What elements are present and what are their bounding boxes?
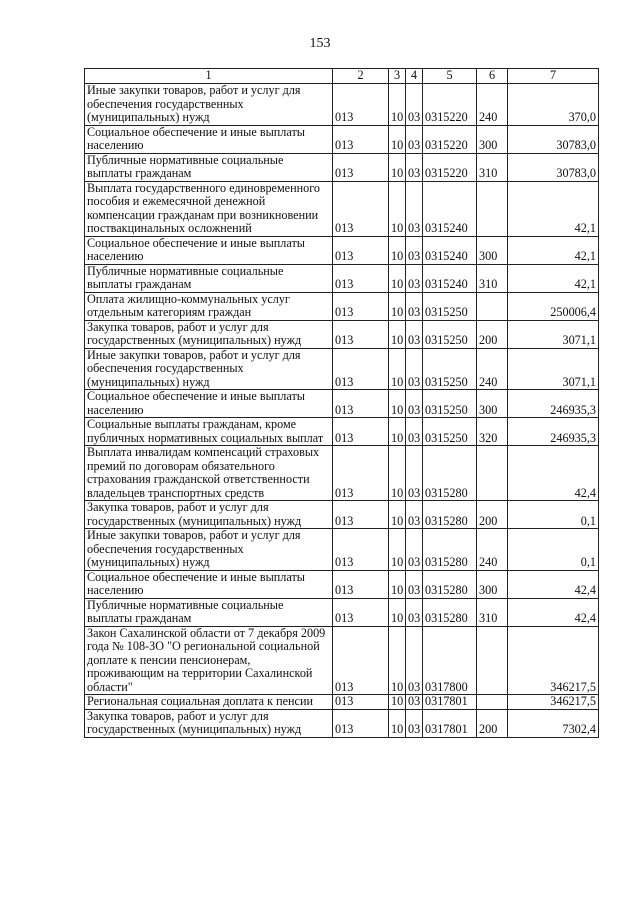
row-expense-type [477,292,508,320]
row-expense-type [477,181,508,236]
table-row [85,348,599,390]
row-admin-code: 013 [333,626,389,695]
row-description: Публичные нормативные социальные выплаты гражданам [85,598,333,626]
row-admin-code: 013 [333,292,389,320]
table-row [85,446,599,501]
row-expense-type: 320 [477,418,508,446]
row-target-article: 0315250 [423,390,477,418]
row-target-article: 0315240 [423,264,477,292]
row-amount: 30783,0 [508,125,599,153]
row-admin-code: 013 [333,320,389,348]
row-admin-code: 013 [333,348,389,390]
row-description: Иные закупки товаров, работ и услуг для обеспечения государственных (муниципальных) нужд [85,84,333,126]
row-expense-type: 310 [477,264,508,292]
row-description: Публичные нормативные социальные выплаты гражданам [85,153,333,181]
row-section: 10 [389,292,406,320]
row-section: 10 [389,695,406,710]
row-subsection: 03 [406,320,423,348]
row-amount: 3071,1 [508,320,599,348]
table-row [85,153,599,181]
row-amount: 42,1 [508,264,599,292]
row-section: 10 [389,320,406,348]
row-description: Закон Сахалинской области от 7 декабря 2009 года № 108-ЗО "О региональной социальной доплате к пенсии пенсионерам, проживающим на территории Сахалинской области" [85,626,333,695]
row-expense-type: 240 [477,348,508,390]
row-expense-type: 240 [477,84,508,126]
row-target-article: 0317800 [423,626,477,695]
row-expense-type: 200 [477,709,508,737]
header-col-6: 6 [477,69,508,84]
row-admin-code: 013 [333,153,389,181]
row-target-article: 0315220 [423,84,477,126]
row-target-article: 0315250 [423,418,477,446]
row-description: Социальное обеспечение и иные выплаты населению [85,390,333,418]
row-amount: 42,1 [508,236,599,264]
table-row [85,418,599,446]
header-col-3: 3 [389,69,406,84]
budget-table [84,68,599,738]
table-header-row [85,69,599,84]
row-subsection: 03 [406,348,423,390]
row-subsection: 03 [406,501,423,529]
row-expense-type: 310 [477,598,508,626]
row-subsection: 03 [406,292,423,320]
row-admin-code: 013 [333,570,389,598]
page-number: 153 [309,36,331,51]
row-section: 10 [389,236,406,264]
row-expense-type: 310 [477,153,508,181]
row-expense-type: 240 [477,529,508,571]
row-section: 10 [389,264,406,292]
row-description: Закупка товаров, работ и услуг для государственных (муниципальных) нужд [85,501,333,529]
table-row [85,570,599,598]
row-amount: 3071,1 [508,348,599,390]
table-row [85,501,599,529]
row-amount: 346217,5 [508,626,599,695]
row-expense-type: 300 [477,236,508,264]
row-target-article: 0315250 [423,292,477,320]
row-section: 10 [389,125,406,153]
row-subsection: 03 [406,264,423,292]
row-description: Публичные нормативные социальные выплаты гражданам [85,264,333,292]
row-amount: 42,4 [508,446,599,501]
row-subsection: 03 [406,84,423,126]
table-row [85,598,599,626]
row-target-article: 0317801 [423,709,477,737]
table-row [85,626,599,695]
row-admin-code: 013 [333,236,389,264]
row-section: 10 [389,626,406,695]
row-target-article: 0315280 [423,446,477,501]
row-admin-code: 013 [333,418,389,446]
row-admin-code: 013 [333,501,389,529]
row-section: 10 [389,709,406,737]
row-subsection: 03 [406,529,423,571]
row-description: Выплата инвалидам компенсаций страховых премий по договорам обязательного страхования гражданской ответственности владельцев транспортных средств [85,446,333,501]
row-admin-code: 013 [333,390,389,418]
table-row [85,695,599,710]
row-target-article: 0315250 [423,348,477,390]
header-col-1: 1 [85,69,333,84]
row-expense-type: 300 [477,125,508,153]
row-description: Оплата жилищно-коммунальных услуг отдельным категориям граждан [85,292,333,320]
table-row [85,181,599,236]
row-description: Социальное обеспечение и иные выплаты населению [85,125,333,153]
row-target-article: 0315240 [423,236,477,264]
row-target-article: 0315280 [423,570,477,598]
row-target-article: 0315220 [423,153,477,181]
row-target-article: 0315240 [423,181,477,236]
row-amount: 42,4 [508,598,599,626]
row-description: Закупка товаров, работ и услуг для государственных (муниципальных) нужд [85,709,333,737]
table-row [85,125,599,153]
row-expense-type: 200 [477,320,508,348]
row-expense-type: 300 [477,390,508,418]
row-target-article: 0315280 [423,501,477,529]
table-row [85,709,599,737]
row-target-article: 0317801 [423,695,477,710]
table-row [85,320,599,348]
row-description: Выплата государственного единовременного пособия и ежемесячной денежной компенсации гражданам при возникновении поствакцинальных осложнений [85,181,333,236]
row-subsection: 03 [406,570,423,598]
row-subsection: 03 [406,181,423,236]
row-admin-code: 013 [333,529,389,571]
row-section: 10 [389,446,406,501]
table-row [85,236,599,264]
row-section: 10 [389,348,406,390]
table-row [85,84,599,126]
row-section: 10 [389,153,406,181]
row-amount: 346217,5 [508,695,599,710]
row-description: Иные закупки товаров, работ и услуг для обеспечения государственных (муниципальных) нужд [85,348,333,390]
table-row [85,292,599,320]
row-amount: 0,1 [508,529,599,571]
row-section: 10 [389,181,406,236]
row-expense-type: 200 [477,501,508,529]
row-subsection: 03 [406,125,423,153]
row-section: 10 [389,529,406,571]
row-amount: 30783,0 [508,153,599,181]
row-description: Социальное обеспечение и иные выплаты населению [85,236,333,264]
row-expense-type [477,626,508,695]
row-amount: 42,4 [508,570,599,598]
row-amount: 246935,3 [508,418,599,446]
row-admin-code: 013 [333,446,389,501]
row-subsection: 03 [406,153,423,181]
row-description: Закупка товаров, работ и услуг для государственных (муниципальных) нужд [85,320,333,348]
row-expense-type: 300 [477,570,508,598]
header-col-4: 4 [406,69,423,84]
row-expense-type [477,695,508,710]
row-admin-code: 013 [333,264,389,292]
row-description: Социальные выплаты гражданам, кроме публичных нормативных социальных выплат [85,418,333,446]
row-amount: 370,0 [508,84,599,126]
row-subsection: 03 [406,446,423,501]
row-amount: 7302,4 [508,709,599,737]
row-subsection: 03 [406,390,423,418]
row-amount: 246935,3 [508,390,599,418]
table-row [85,264,599,292]
row-amount: 250006,4 [508,292,599,320]
row-section: 10 [389,418,406,446]
row-section: 10 [389,570,406,598]
row-subsection: 03 [406,709,423,737]
row-admin-code: 013 [333,84,389,126]
row-description: Иные закупки товаров, работ и услуг для обеспечения государственных (муниципальных) нужд [85,529,333,571]
row-section: 10 [389,390,406,418]
row-section: 10 [389,84,406,126]
row-target-article: 0315280 [423,598,477,626]
row-section: 10 [389,501,406,529]
table-row [85,529,599,571]
row-admin-code: 013 [333,125,389,153]
row-section: 10 [389,598,406,626]
row-subsection: 03 [406,598,423,626]
row-admin-code: 013 [333,695,389,710]
row-description: Региональная социальная доплата к пенсии [85,695,333,710]
row-amount: 0,1 [508,501,599,529]
row-subsection: 03 [406,236,423,264]
row-target-article: 0315250 [423,320,477,348]
header-col-5: 5 [423,69,477,84]
header-col-2: 2 [333,69,389,84]
table-row [85,390,599,418]
row-admin-code: 013 [333,598,389,626]
header-col-7: 7 [508,69,599,84]
row-description: Социальное обеспечение и иные выплаты населению [85,570,333,598]
row-subsection: 03 [406,626,423,695]
row-subsection: 03 [406,695,423,710]
row-expense-type [477,446,508,501]
row-amount: 42,1 [508,181,599,236]
row-target-article: 0315220 [423,125,477,153]
row-target-article: 0315280 [423,529,477,571]
row-admin-code: 013 [333,181,389,236]
table-body [85,84,599,738]
row-admin-code: 013 [333,709,389,737]
row-subsection: 03 [406,418,423,446]
